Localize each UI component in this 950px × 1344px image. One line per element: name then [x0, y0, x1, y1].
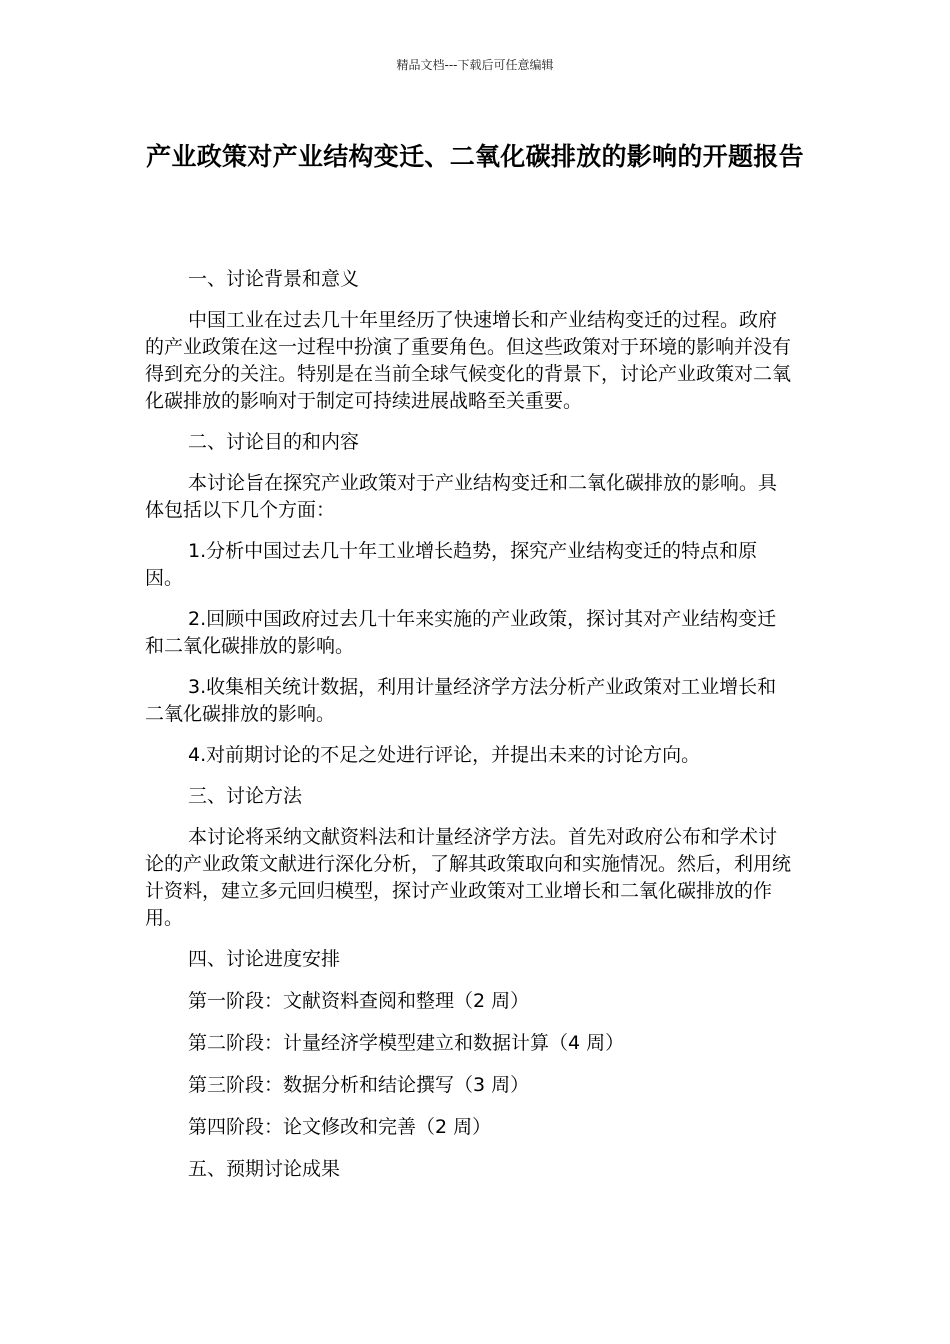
- paragraph-background: 中国工业在过去几十年里经历了快速增长和产业结构变迁的过程。政府的产业政策在这一过程中扮演了重要角色。但这些政策对于环境的影响并没有得到充分的关注。特别是在当前全球气候变化的背景下，讨论产业政策对二氧化碳排放的影响对于制定可持续进展战略至关重要。: [145, 309, 792, 412]
- schedule-stage-2: 第二阶段：计量经济学模型建立和数据计算（4 周）: [188, 1032, 625, 1054]
- section-heading-schedule: 四、讨论进度安排: [188, 948, 341, 970]
- list-item-1: 1.分析中国过去几十年工业增长趋势，探究产业结构变迁的特点和原因。: [145, 540, 758, 589]
- section-heading-outcomes: 五、预期讨论成果: [188, 1158, 341, 1180]
- schedule-stage-4: 第四阶段：论文修改和完善（2 周）: [188, 1116, 492, 1138]
- schedule-stage-1: 第一阶段：文献资料查阅和整理（2 周）: [188, 990, 530, 1012]
- page-header: 精品文档---下载后可任意编辑: [396, 58, 554, 72]
- document-body: [145, 266, 793, 1198]
- schedule-stage-3: 第三阶段：数据分析和结论撰写（3 周）: [188, 1074, 530, 1096]
- list-item-4: 4.对前期讨论的不足之处进行评论，并提出未来的讨论方向。: [188, 744, 701, 766]
- section-heading-background: 一、讨论背景和意义: [188, 268, 360, 290]
- list-item-3: 3.收集相关统计数据，利用计量经济学方法分析产业政策对工业增长和二氧化碳排放的影响。: [145, 676, 777, 725]
- section-heading-objectives: 二、讨论目的和内容: [188, 431, 360, 453]
- section-heading-methods: 三、讨论方法: [188, 785, 303, 807]
- document-title: 产业政策对产业结构变迁、二氧化碳排放的影响的开题报告: [146, 142, 804, 171]
- paragraph-objectives-intro: 本讨论旨在探究产业政策对于产业结构变迁和二氧化碳排放的影响。具体包括以下几个方面：: [145, 472, 778, 521]
- paragraph-methods: 本讨论将采纳文献资料法和计量经济学方法。首先对政府公布和学术讨论的产业政策文献进行深化分析，了解其政策取向和实施情况。然后，利用统计资料，建立多元回归模型，探讨产业政策对工业增长和二氧化碳排放的作用。: [145, 826, 792, 929]
- list-item-2: 2.回顾中国政府过去几十年来实施的产业政策，探讨其对产业结构变迁和二氧化碳排放的影响。: [145, 608, 777, 657]
